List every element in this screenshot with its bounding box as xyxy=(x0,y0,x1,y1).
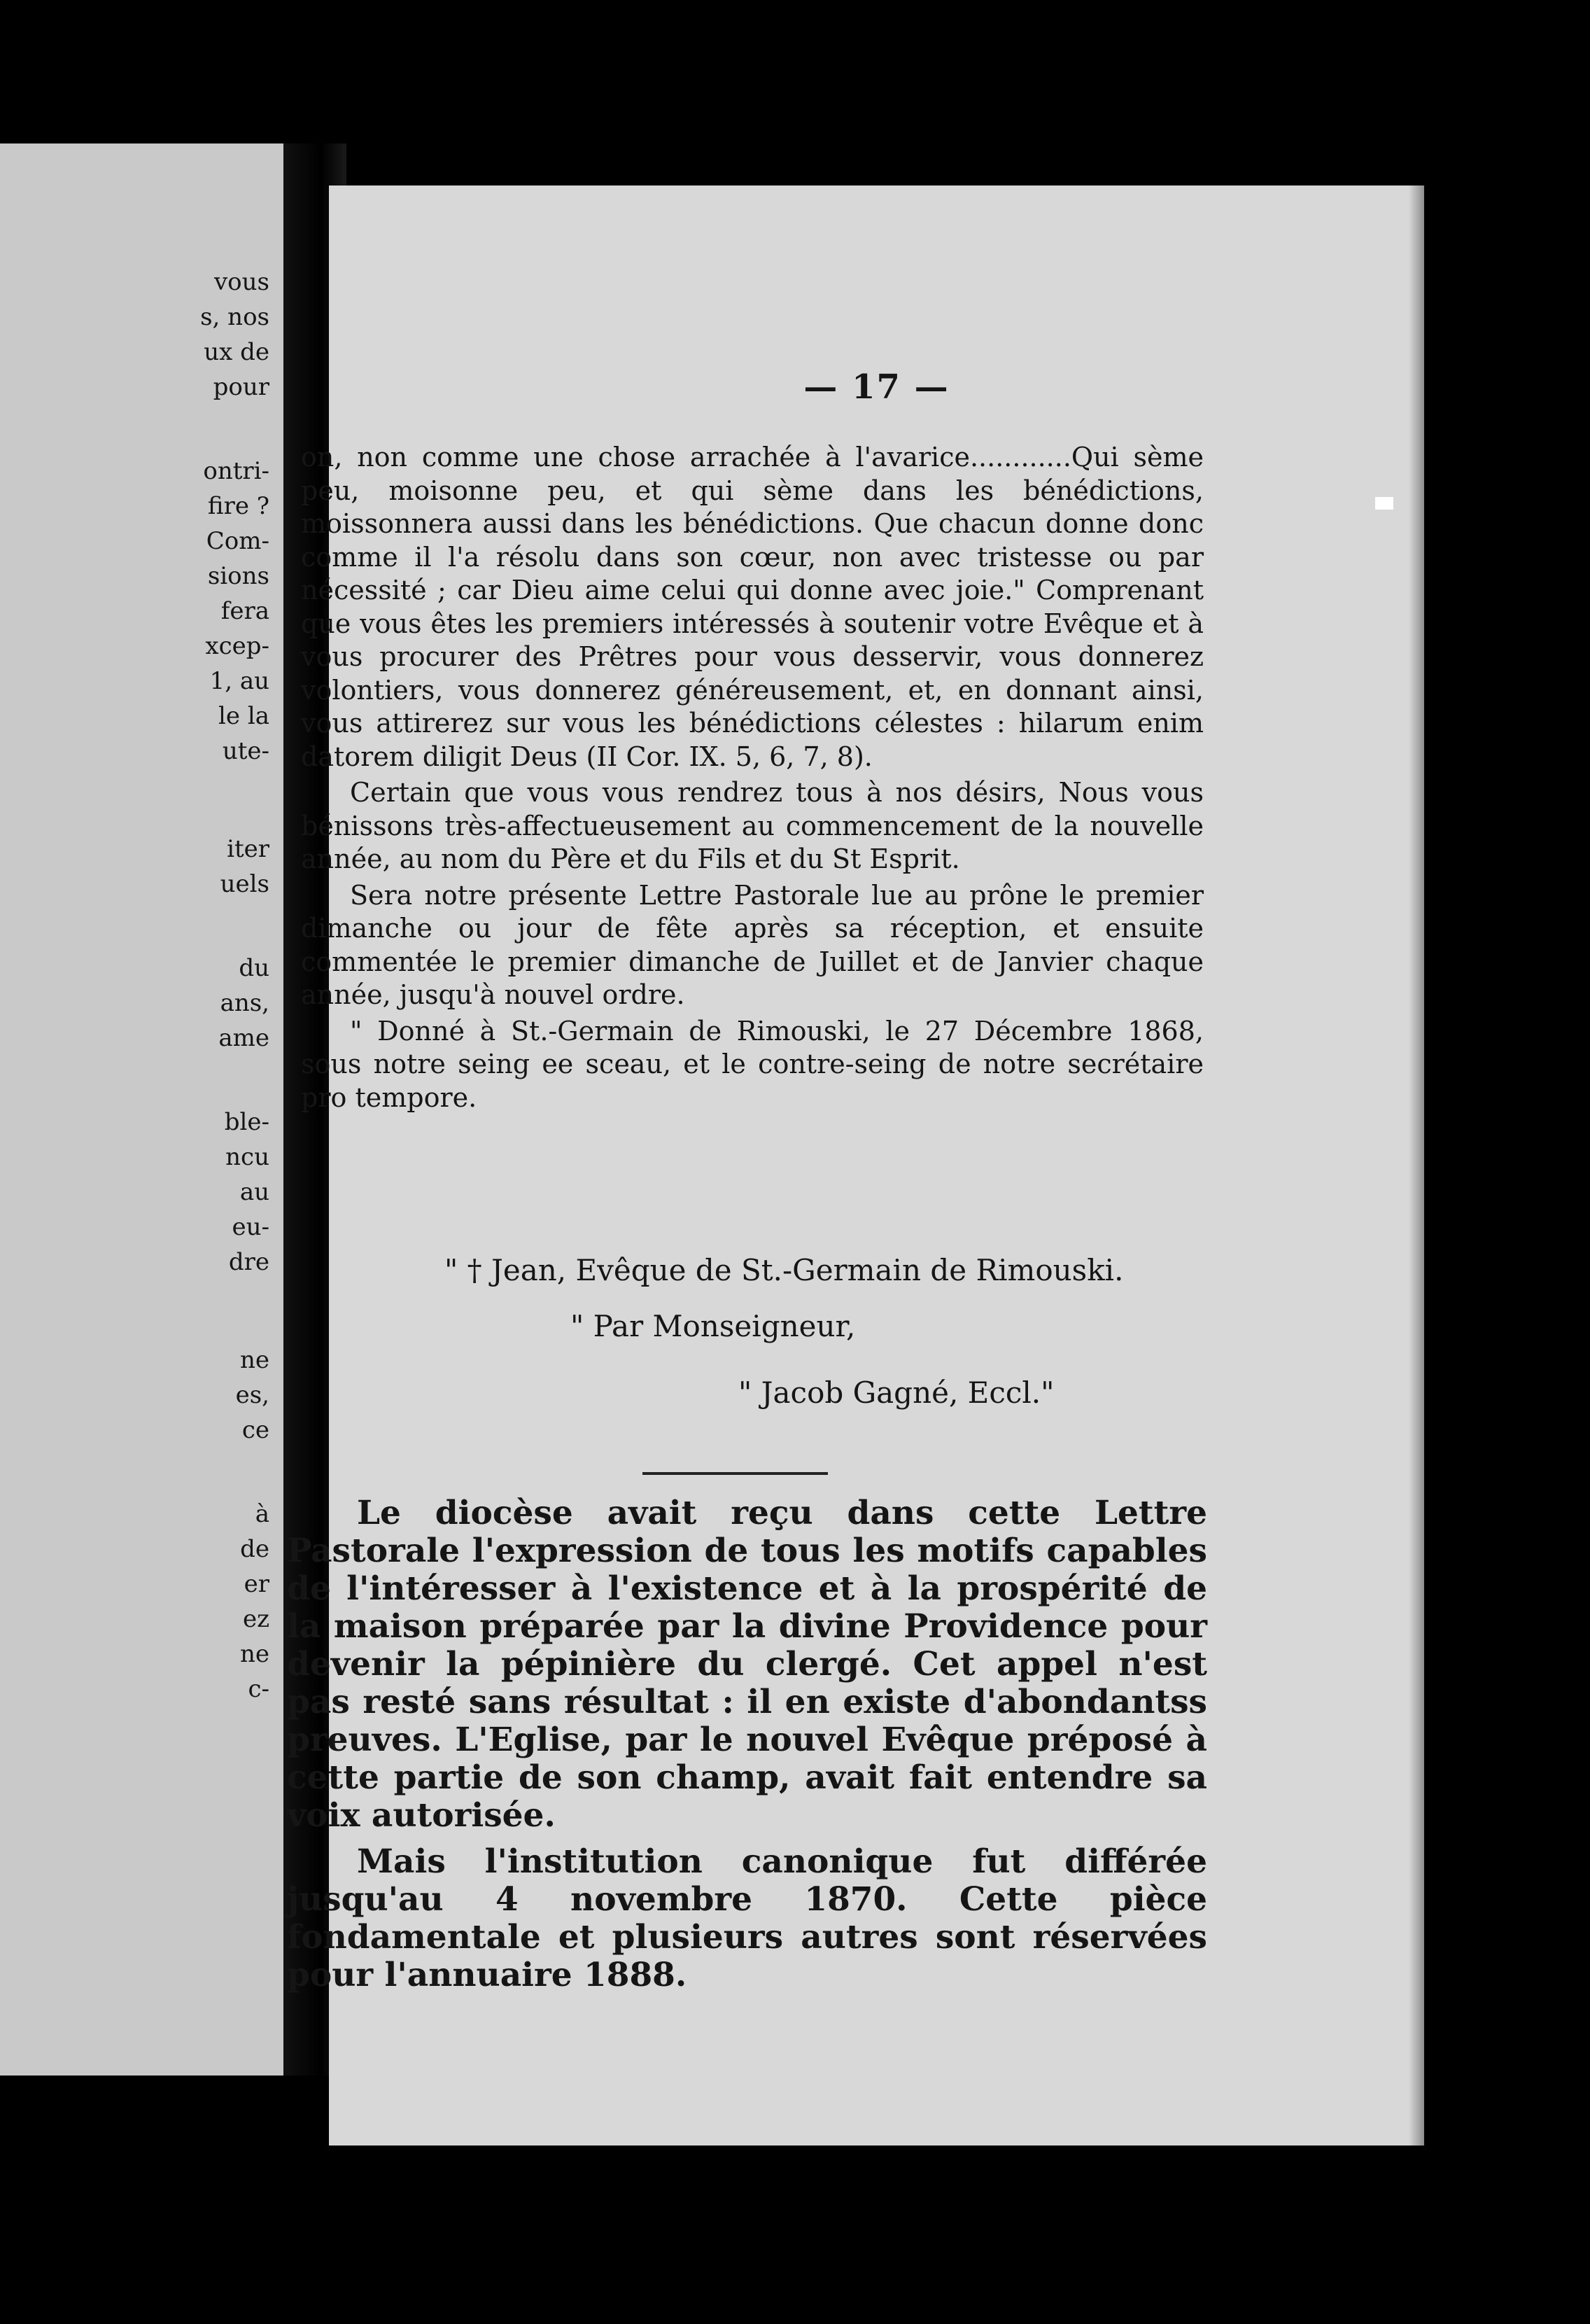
left-page-text-fragment: s, nos xyxy=(200,303,269,331)
left-page-text-fragment: pour xyxy=(213,373,269,401)
left-page-text-fragment: Com- xyxy=(206,527,269,555)
left-page-text-fragment: de xyxy=(240,1535,269,1563)
left-page-text-fragment: 1, au xyxy=(209,667,269,695)
left-page-text-fragment: ne xyxy=(239,1346,269,1374)
left-page-text-fragment: ux de xyxy=(204,338,269,366)
book-page xyxy=(287,186,1424,2146)
narrative-paragraph: Le diocèse avait reçu dans cette Lettre Pastorale l'expression de tous les motifs capables de l'intéresser à l'existence et à la prospérité de la maison préparée par la divine Providence pour devenir la pépinière du clergé. Cet appel n'est pas resté sans résultat : il en existe d'abondantss preuves. L'Eglise, par le nouvel Evêque préposé à cette partie de son champ, avait fait entendre sa voix autorisée. xyxy=(287,1494,1207,1835)
page-edge-shadow xyxy=(1409,186,1424,2146)
left-page-text-fragment: vous xyxy=(213,268,269,296)
left-page-text-fragment: ontri- xyxy=(203,457,269,485)
left-page-text-fragment: sions xyxy=(207,562,269,590)
left-page-text-fragment: ncu xyxy=(225,1143,269,1171)
bishop-signature: " † Jean, Evêque de St.-Germain de Rimouski. xyxy=(444,1253,1124,1287)
left-page-text-fragment: du xyxy=(239,954,269,982)
left-page-text-fragment: ez xyxy=(242,1605,269,1633)
left-page-text-fragment: iter xyxy=(227,835,269,863)
pastoral-letter-excerpt xyxy=(301,441,1204,1114)
left-page-text-fragment: ne xyxy=(239,1640,269,1668)
secretary-signature: " Jacob Gagné, Eccl." xyxy=(738,1376,1055,1410)
scan-speck xyxy=(1375,497,1393,510)
left-page-text-fragment: le la xyxy=(218,702,269,730)
pastoral-paragraph: " Donné à St.-Germain de Rimouski, le 27 Décembre 1868, sous notre seing ee sceau, et le contre-seing de notre secrétaire pro tempore. xyxy=(301,1015,1204,1113)
left-page-text-fragment: es, xyxy=(235,1381,269,1409)
pastoral-paragraph: Certain que vous vous rendrez tous à nos désirs, Nous vous bénissons très-affectueusement au commencement de la nouvelle année, au nom du Père et du Fils et du St Esprit. xyxy=(301,777,1204,874)
left-page-text-fragment: er xyxy=(244,1570,269,1598)
left-page-text-fragment: xcep- xyxy=(205,632,269,660)
left-facing-page xyxy=(0,144,283,2076)
page-number: — 17 — xyxy=(803,368,950,407)
left-page-text-fragment: ce xyxy=(241,1416,269,1444)
left-page-text-fragment: ame xyxy=(218,1024,269,1052)
monseigneur-line: " Par Monseigneur, xyxy=(570,1309,856,1343)
left-page-text-fragment: fera xyxy=(220,597,269,625)
left-page-text-fragment: ute- xyxy=(222,737,269,765)
pastoral-paragraph: on, non comme une chose arrachée à l'avarice............Qui sème peu, moisonne peu, et qui sème dans les bénédictions, moissonnera aussi dans les bénédictions. Que chacun donne donc comme il l'a résolu dans son cœur, non avec tristesse ou par nécessité ; car Dieu aime celui qui donne avec joie." Comprenant que vous êtes les premiers intéressés à soutenir votre Evêque et à vous procurer des Prêtres pour vous desservir, vous donnerez volontiers, vous donnerez généreusement, et, en donnant ainsi, vous attirerez sur vous les bénédictions célestes : hilarum enim datorem diligit Deus (II Cor. IX. 5, 6, 7, 8). xyxy=(301,442,1204,772)
left-page-text-fragment: à xyxy=(255,1500,269,1528)
narrative-paragraph: Mais l'institution canonique fut différée jusqu'au 4 novembre 1870. Cette pièce fondamentale et plusieurs autres sont réservées pour l'annuaire 1888. xyxy=(287,1842,1207,1994)
left-page-text-fragment: ble- xyxy=(224,1108,269,1136)
left-page-text-fragment: c- xyxy=(248,1675,269,1703)
section-divider xyxy=(642,1472,828,1475)
left-page-text-fragment: au xyxy=(239,1178,269,1206)
left-page-text-fragment: dre xyxy=(228,1248,269,1276)
left-page-text-fragment: fire ? xyxy=(207,492,269,520)
left-page-text-fragment: eu- xyxy=(232,1213,269,1241)
narrative-text xyxy=(287,1494,1207,1994)
pastoral-paragraph: Sera notre présente Lettre Pastorale lue au prône le premier dimanche ou jour de fête après sa réception, et ensuite commentée le premier dimanche de Juillet et de Janvier chaque année, jusqu'à nouvel ordre. xyxy=(301,879,1204,1010)
left-page-text-fragment: ans, xyxy=(220,989,269,1017)
left-page-text-fragment: uels xyxy=(220,870,269,898)
